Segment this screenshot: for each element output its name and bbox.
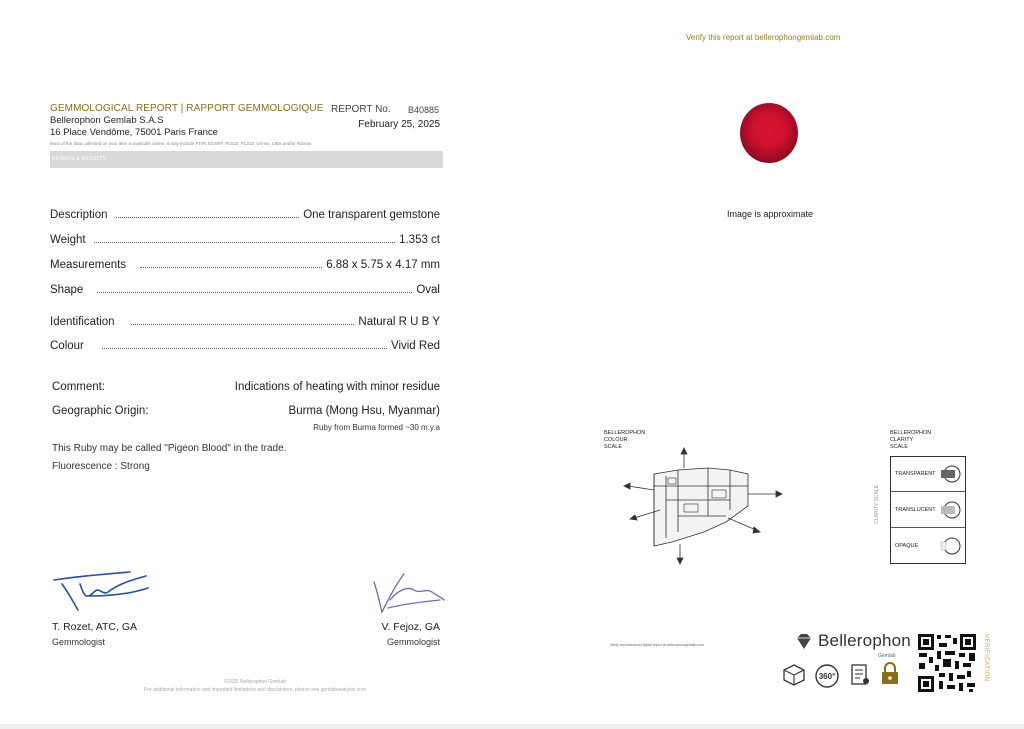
- details-bar-label: DETAILS & RESULTS: [52, 156, 107, 162]
- company-name: Bellerophon Gemlab S.A.S: [50, 115, 164, 126]
- report-title: GEMMOLOGICAL REPORT | RAPPORT GEMMOLOGIQUE: [50, 103, 324, 114]
- field-shape: [50, 280, 440, 296]
- field-value: 6.88 x 5.75 x 4.17 mm: [326, 259, 440, 271]
- signature-name-2: V. Fejoz, GA: [381, 621, 440, 633]
- field-identification: [50, 312, 440, 328]
- field-colour: [50, 336, 440, 352]
- report-date: February 25, 2025: [358, 119, 440, 130]
- signature-fejoz-image: [368, 560, 446, 618]
- verify-link[interactable]: Verify this report at bellerophongemlab.com: [686, 33, 841, 42]
- comment-label: Comment:: [52, 381, 106, 393]
- qr-code-icon[interactable]: [917, 633, 977, 693]
- origin-note: Ruby from Burma formed ~30 m.y.a: [313, 423, 440, 432]
- field-label: Identification: [50, 316, 115, 328]
- footer-copyright: ©2025 Bellerophon Gemlab: [224, 679, 286, 685]
- colour-scale-diagram: [608, 446, 808, 570]
- field-measurements: [50, 255, 440, 271]
- lock-icon: [880, 662, 900, 686]
- brand-sub: Gemlab: [878, 653, 896, 659]
- leader-dots: [131, 324, 355, 325]
- field-description: [50, 205, 440, 221]
- brand-fineprint: Verify and download digital report at bellerophongemlab.com: [610, 643, 704, 647]
- field-value: 1.353 ct: [399, 234, 440, 246]
- report-number-label: REPORT No.: [331, 104, 391, 115]
- clarity-level-opaque: OPAQUE: [895, 543, 919, 549]
- view-360-label: 360°: [818, 672, 836, 681]
- signature-role-2: Gemmologist: [386, 637, 440, 647]
- cube-icon: [782, 663, 806, 687]
- comment-row: [52, 381, 440, 393]
- ruby-image: [738, 102, 800, 164]
- clarity-level-translucent: TRANSLUCENT: [895, 507, 936, 513]
- leader-dots: [140, 267, 322, 268]
- comment-value: Indications of heating with minor residue: [234, 381, 440, 393]
- field-value: Vivid Red: [390, 340, 440, 352]
- verification-label: VERIFICATION: [983, 634, 989, 682]
- view-360-icon[interactable]: [814, 663, 840, 689]
- signature-name-1: T. Rozet, ATC, GA: [52, 621, 137, 633]
- signature-rozet-image: [50, 566, 152, 614]
- leader-dots: [102, 348, 387, 349]
- clarity-scale-title: [890, 430, 931, 451]
- leader-dots: [97, 292, 412, 293]
- diamond-logo-icon: [795, 634, 813, 650]
- clarity-scale-box: [890, 456, 966, 564]
- origin-value: Burma (Mong Hsu, Myanmar): [288, 405, 440, 417]
- origin-label: Geographic Origin:: [52, 405, 149, 417]
- report-number: B40885: [408, 105, 440, 115]
- document-icon: [848, 663, 872, 687]
- clarity-scale-title-line: BELLEROPHON: [890, 430, 932, 436]
- field-label: Measurements: [50, 259, 127, 271]
- clarity-level-icons: [939, 463, 963, 559]
- brand-name: Bellerophon: [818, 631, 911, 650]
- field-value: Natural R U B Y: [358, 316, 440, 328]
- image-caption: Image is approximate: [726, 209, 814, 219]
- clarity-scale-title-line: SCALE: [890, 444, 909, 450]
- field-value: Oval: [416, 284, 440, 296]
- company-address: 16 Place Vendôme, 75001 Paris France: [50, 127, 218, 138]
- field-weight: [50, 230, 440, 246]
- fluorescence-note: Fluorescence : Strong: [52, 461, 150, 472]
- bottom-rule: [0, 724, 1024, 729]
- footer-disclaimer: For additional information and important limitations and disclaimers, please see gemlabanalysis.com: [144, 687, 366, 693]
- clarity-level-transparent: TRANSPARENT: [895, 471, 936, 477]
- field-label: Description: [50, 209, 108, 221]
- data-fineprint: Most of the data collected on your item is available online. It may include FTIR, EDXRF, PL532, PL313, UV-vis, LIBS and/or Raman: [50, 141, 312, 146]
- signature-role-1: Gemmologist: [52, 637, 106, 647]
- field-label: Colour: [50, 340, 84, 352]
- field-value: One transparent gemstone: [303, 209, 440, 221]
- colour-scale-title-line: COLOUR: [604, 437, 628, 443]
- field-label: Shape: [50, 284, 84, 296]
- details-bar: [50, 151, 443, 168]
- field-label: Weight: [50, 234, 86, 246]
- trade-note: This Ruby may be called "Pigeon Blood" in the trade.: [52, 443, 287, 454]
- leader-dots: [94, 242, 395, 243]
- leader-dots: [116, 217, 300, 218]
- origin-row: [52, 405, 440, 417]
- colour-scale-title-line: SCALE: [604, 444, 623, 450]
- clarity-side-label: CLARITY SCALE: [874, 485, 880, 524]
- colour-scale-title-line: BELLEROPHON: [604, 430, 646, 436]
- clarity-scale-title-line: CLARITY: [890, 437, 914, 443]
